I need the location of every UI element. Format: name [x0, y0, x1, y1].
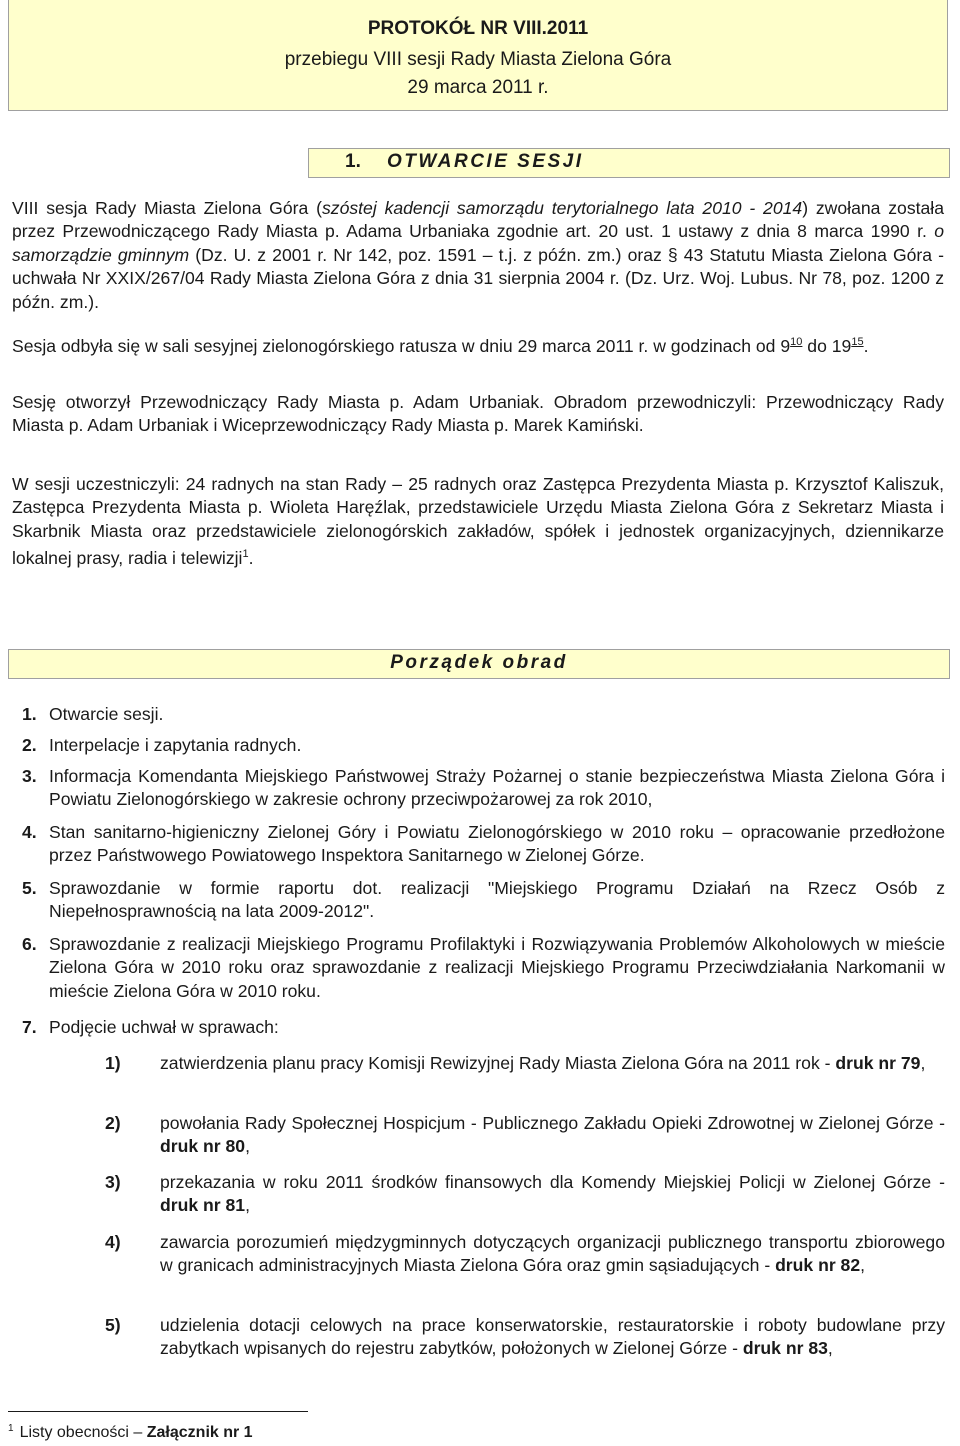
- intro-paragraph: [12, 197, 944, 314]
- agenda-item-number: 1.: [22, 704, 37, 724]
- resolution-number: 3): [105, 1172, 121, 1192]
- agenda-item-number: 6.: [22, 934, 37, 954]
- footnote-reference[interactable]: 1: [242, 548, 249, 561]
- druk-reference: druk nr 79: [835, 1053, 921, 1073]
- druk-reference: druk nr 83: [742, 1338, 828, 1359]
- footnote-separator: [8, 1411, 308, 1412]
- footnote-number: 1: [8, 1423, 14, 1434]
- agenda-item-number: 7.: [22, 1017, 37, 1037]
- section-title: OTWARCIE SESJI: [387, 151, 584, 172]
- resolution-text: udzielenia dotacji celowych na prace konserwatorskie, restauratorskie i roboty budowlane przy zabytkach wpisanych do rejestru zabytków, położonych w Zielonej Górze - druk nr 83,: [160, 1315, 945, 1359]
- attendance-text: W sesji uczestniczyli: 24 radnych na stan Rady – 25 radnych oraz Zastępca Prezydenta Miasta p. Krzysztof Kaliszuk, Zastępca Prezydenta Miasta p. Wioleta Haręźlak, przedstawiciele Urzędu Miasta Zielona Góra z Sekretarz Miasta i Skarbnik Miasta oraz przedstawiciele zielonogórskich zakładów, spółek i jednostek organizacyjnych, dziennikarze lokalnej prasy, radia i telewizji: [12, 474, 944, 569]
- protocol-subtitle: przebiegu VIII sesji Rady Miasta Zielona Góra: [284, 49, 672, 70]
- end-minutes: 15: [851, 336, 864, 348]
- resolution-text: zatwierdzenia planu pracy Komisji Rewizyjnej Rady Miasta Zielona Góra na 2011 rok - druk nr 79,: [160, 1053, 926, 1073]
- agenda-item-text: Podjęcie uchwał w sprawach:: [49, 1017, 279, 1037]
- section-heading-agenda: [8, 649, 950, 679]
- opening-paragraph: Sesję otworzył Przewodniczący Rady Miasta p. Adam Urbaniak. Obradom przewodniczyli: Przewodniczący Rady Miasta p. Adam Urbaniak i Wiceprzewodniczący Rady Miasta p. Marek Kamiński.: [12, 392, 944, 436]
- resolution-number: 1): [105, 1053, 121, 1073]
- agenda-item-text: Informacja Komendanta Miejskiego Państwowej Straży Pożarnej o stanie bezpieczeństwa Miasta Zielona Góra i Powiatu Zielonogórskiego w zakresie ochrony przeciwpożarowej za rok 2010,: [49, 766, 945, 810]
- footnote: [8, 1423, 253, 1442]
- agenda-item-number: 3.: [22, 766, 37, 786]
- resolution-text: powołania Rady Społecznej Hospicjum - Publicznego Zakładu Opieki Zdrowotnej w Zielonej Górze - druk nr 80,: [160, 1113, 945, 1157]
- footnote-attachment: Załącznik nr 1: [146, 1424, 253, 1441]
- druk-reference: druk nr 82: [775, 1255, 861, 1276]
- session-place-end: .: [863, 336, 869, 356]
- section-number: 1.: [345, 151, 361, 172]
- resolution-number: 4): [105, 1232, 121, 1252]
- agenda-item-text: Stan sanitarno-higieniczny Zielonej Góry i Powiatu Zielonogórskiego w 2010 roku – opracowanie przedłożone przez Państwowego Powiatowego Inspektora Sanitarnego w Zielonej Górze.: [49, 822, 945, 866]
- intro-text-b: ) zwołana została przez Przewodniczącego Rady Miasta p. Adama Urbaniaka zgodnie art. 20 ust. 1 ustawy z dnia 8 marca 1990 r.: [12, 198, 944, 242]
- intro-text-c: (Dz. U. z 2001 r. Nr 142, poz. 1591 – t.j. z późn. zm.) oraz § 43 Statutu Miasta Zielona Góra - uchwała Nr XXIX/267/04 Rady Miasta Zielona Góra z dnia 31 sierpnia 2004 r. (Dz. Urz. Woj. Lubus. Nr 78, poz. 1200 z późn. zm.).: [12, 244, 944, 312]
- intro-text-a: VIII sesja Rady Miasta Zielona Góra (: [12, 198, 322, 218]
- agenda-item-number: 4.: [22, 822, 37, 842]
- agenda-title: Porządek obrad: [390, 652, 568, 673]
- section-heading-opening: [308, 148, 950, 178]
- intro-text-italic-b: o samorządzie gminnym: [12, 221, 944, 265]
- protocol-title: PROTOKÓŁ NR VIII.2011: [367, 18, 589, 39]
- resolution-number: 2): [105, 1113, 121, 1133]
- agenda-item-text: Sprawozdanie z realizacji Miejskiego Programu Profilaktyki i Rozwiązywania Problemów Alkoholowych w mieście Zielona Góra w 2010 roku oraz sprawozdanie z realizacji Miejskiego Programu Przeciwdziałania Narkomanii w mieście Zielona Góra w 2010 roku.: [49, 934, 945, 1001]
- druk-reference: druk nr 80: [160, 1136, 246, 1157]
- protocol-header: [8, 0, 948, 111]
- footnote-text: Listy obecności –: [19, 1424, 147, 1441]
- resolution-number: 5): [105, 1315, 121, 1335]
- attendance-paragraph: [12, 473, 944, 571]
- agenda-item-text: Sprawozdanie w formie raportu dot. realizacji "Miejskiego Programu Działań na Rzecz Osób z Niepełnosprawnością na lata 2009-2012".: [49, 878, 945, 922]
- agenda-item-number: 2.: [22, 735, 37, 755]
- session-place-text: Sesja odbyła się w sali sesyjnej zielonogórskiego ratusza w dniu 29 marca 2011 r. w godzinach od 9: [12, 336, 791, 356]
- intro-text-italic-a: szóstej kadencji samorządu terytorialnego lata 2010 - 2014: [321, 198, 803, 218]
- resolution-text: przekazania w roku 2011 środków finansowych dla Komendy Miejskiej Policji w Zielonej Górze - druk nr 81,: [160, 1172, 945, 1216]
- protocol-date: 29 marca 2011 r.: [407, 77, 549, 98]
- agenda-item-text: Interpelacje i zapytania radnych.: [49, 735, 302, 755]
- start-minutes: 10: [790, 336, 803, 348]
- agenda-item-text: Otwarcie sesji.: [49, 704, 164, 724]
- session-place-paragraph: [12, 331, 944, 358]
- attendance-end: .: [248, 548, 254, 569]
- resolution-text: zawarcia porozumień międzygminnych dotyczących organizacji publicznego transportu zbiorowego w granicach administracyjnych Miasta Zielona Góra oraz gmin sąsiadujących - druk nr 82,: [160, 1232, 945, 1276]
- agenda-item-number: 5.: [22, 878, 37, 898]
- druk-reference: druk nr 81: [160, 1195, 246, 1216]
- session-place-mid: do 19: [802, 336, 852, 356]
